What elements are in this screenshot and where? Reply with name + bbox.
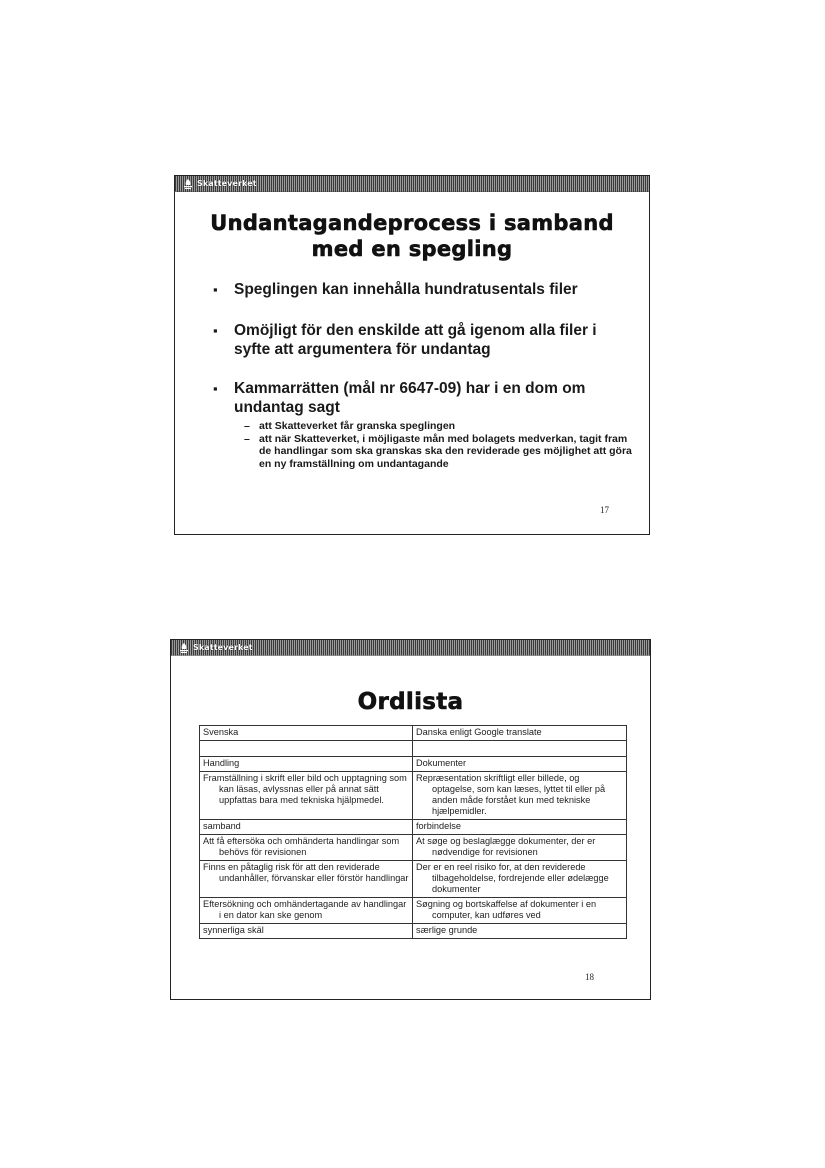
table-cell: Eftersökning och omhändertagande av handlingar i en dator kan ske genom <box>200 898 413 924</box>
table-cell: Dokumenter <box>413 757 627 772</box>
brand-name: Skatteverket <box>197 179 257 188</box>
bullet-list <box>213 280 633 470</box>
table-header-cell: Svenska <box>200 726 413 741</box>
slide-title: Ordlista <box>357 689 464 715</box>
slide-title-line-2: med en spegling <box>311 237 513 261</box>
table-header-cell: Danska enligt Google translate <box>413 726 627 741</box>
slide-title-line-1: Undantagandeprocess i samband <box>210 211 614 235</box>
table-cell: synnerliga skäl <box>200 924 413 939</box>
table-cell: Handling <box>200 757 413 772</box>
table-cell: Framställning i skrift eller bild och upptagning som kan läsas, avlyssnas eller på annat sätt uppfattas bara med tekniska hjälpmedel. <box>200 772 413 820</box>
table-row-empty <box>200 741 627 757</box>
sub-bullet-item: – att Skatteverket får granska speglingen <box>244 420 633 433</box>
skatteverket-logo-icon <box>178 642 190 654</box>
table-cell: Repræsentation skriftligt eller billede, og optagelse, som kan læses, lyttet til eller på anden måde forstået kun med tekniske hjælpemidler. <box>413 772 627 820</box>
brand-name: Skatteverket <box>193 643 253 652</box>
table-cell: samband <box>200 820 413 835</box>
table-cell <box>413 741 627 757</box>
slide-banner <box>171 640 650 656</box>
table-row <box>200 898 627 924</box>
slide-ordlista <box>170 639 651 1000</box>
glossary-table <box>199 725 627 939</box>
table-row <box>200 757 627 772</box>
slide-banner <box>175 176 649 192</box>
table-cell: Att få eftersöka och omhänderta handlingar som behövs för revisionen <box>200 835 413 861</box>
bullet-item: ▪ Kammarrätten (mål nr 6647-09) har i en dom om undantag sagt – att Skatteverket får granska speglingen – att när Skatteverket, i möjligaste mån med bolagets medverkan, tagit fram de handlingar som ska granskas ska den reviderade ges möjlighet att göra en ny framställning om undantagande <box>213 379 633 470</box>
table-row <box>200 772 627 820</box>
table-header-row <box>200 726 627 741</box>
sub-bullet-item: – att när Skatteverket, i möjligaste mån med bolagets medverkan, tagit fram de handlingar som ska granskas ska den reviderade ges möjlighet att göra en ny framställning om undantagande <box>244 433 633 471</box>
table-row <box>200 835 627 861</box>
table-row <box>200 820 627 835</box>
table-cell: Der er en reel risiko for, at den reviderede tilbageholdelse, fordrejende eller ødelægge dokumenter <box>413 861 627 898</box>
table-row <box>200 924 627 939</box>
table-row <box>200 861 627 898</box>
page-number: 17 <box>600 505 609 515</box>
table-cell: At søge og beslaglægge dokumenter, der er nødvendige for revisionen <box>413 835 627 861</box>
slide-title <box>175 210 649 262</box>
slide-undantagandeprocess <box>174 175 650 535</box>
table-cell: forbindelse <box>413 820 627 835</box>
table-cell: særlige grunde <box>413 924 627 939</box>
skatteverket-logo-icon <box>182 178 194 190</box>
table-cell: Finns en påtaglig risk för att den reviderade undanhåller, förvanskar eller förstör handlingar <box>200 861 413 898</box>
table-cell: Søgning og bortskaffelse af dokumenter i en computer, kan udføres ved <box>413 898 627 924</box>
bullet-item: ▪ Speglingen kan innehålla hundratusentals filer <box>213 280 633 299</box>
sub-bullet-list <box>234 420 633 470</box>
bullet-item: ▪ Omöjligt för den enskilde att gå igenom alla filer i syfte att argumentera för undantag <box>213 321 633 359</box>
page-number: 18 <box>585 972 594 982</box>
table-cell <box>200 741 413 757</box>
